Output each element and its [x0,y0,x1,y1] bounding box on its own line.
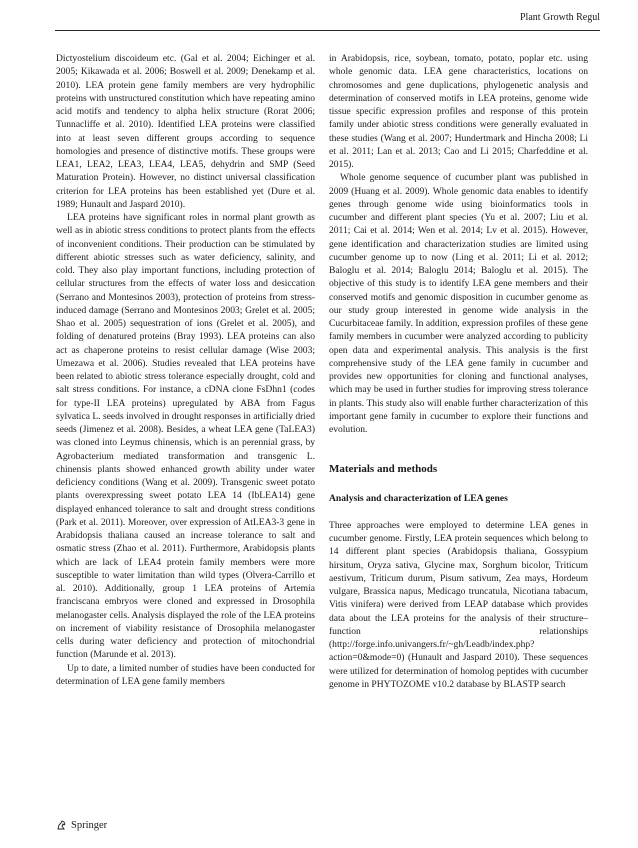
running-head-journal: Plant Growth Regul [520,12,600,23]
springer-horse-icon [56,819,68,831]
left-paragraph-3: Up to date, a limited number of studies have been conducted for determination of LEA gene family members [56,662,315,687]
left-column [56,52,315,688]
header-rule [55,30,600,31]
left-paragraph-2: LEA proteins have significant roles in normal plant growth as well as in abiotic stress conditions to protect plants from the effects of inconvenient conditions. Their production can be stimulated by different abiotic stresses such as water deficiency, salinity, and cold. They also play important functions, including protection of cellular structures from the effects of water loss and desiccation (Serrano and Montesinos 2003), protection of proteins from stress-induced damage (Serrano and Montesinos 2003; Grelet et al. 2005; Shao et al. 2005) sequestration of ions (Grelet et al. 2005), and folding of denatured proteins (Bray 1993). LEA proteins can also act as chaperone proteins to resist cellular damage (Wise 2003; Umezawa et al. 2006). Studies revealed that LEA proteins have been related to abiotic stress tolerance especially drought, cold and salt stress conditions. For instance, a cDNA clone FsDhn1 (codes for type-II LEA proteins) upregulated by ABA from Fagus sylvatica L. seeds involved in drought responses in artificially dried seeds (Jimenez et al. 2008). Besides, a wheat LEA gene (TaLEA3) was cloned into Leymus chinensis, which is an perennial grass, by Agrobacterium mediated transformation and transgenic L. chinensis plants showed enhanced growth ability under water deficiency conditions (Wang et al. 2009). Transgenic sweet potato plants overexpressing sweet potato LEA 14 (IbLEA14) gene displayed enhanced tolerance to salt and drought stress conditions (Park et al. 2011). Moreover, over expression of AtLEA3-3 gene in Arabidopsis thaliana caused an increase tolerance to salt and osmatic stress (Zhao et al. 2011). Furthermore, Arabidopsis plants which are lack of LEA4 protein family members were more susceptible to water limitation than wild types (Olvera-Carrillo et al. 2010). Additionally, group 1 LEA proteins of Artemia franciscana embryos were cloned and expressed in Drosophila melanogaster cells. Analysis displayed the role of the LEA proteins on increment of viability resistance of Drosophila melanogaster cells during water deficiency and protection of mitochondrial function (Marunde et al. 2013). [56,212,315,661]
publisher-name: Springer [71,819,108,831]
right-paragraph-3: Three approaches were employed to determine LEA genes in cucumber genome. Firstly, LEA protein sequences which belong to 14 different plant species (Arabidopsis thaliana, Gossypium hirsitum, Oryza sativa, Glycine max, Sorghum bicolor, Triticum aestivum, Triticum durum, Pisum sativum, Zea mays, Hordeum vulgare, Brassica napus, Medicago truncatula, Nicotiana tabacum, Vitis vinifera) were derived from LEAP database which provides data about the LEA proteins for the analysis of their structure–function relationships (http://forge.info.univangers.fr/~gh/Leadb/index.php?action=0&mode=0) (Hunault and Jaspard 2010). These sequences were utilized for determination of homolog peptides with cucumber genome in PHYTOZOME v10.2 database by BLASTP search [329,519,588,690]
subsection-title: Analysis and characterization of LEA genes [329,492,508,504]
right-paragraph-1: in Arabidopsis, rice, soybean, tomato, potato, poplar etc. using whole genomic data. LEA gene characteristics, locations on chromosomes and gene duplications, phylogenetic analysis and determination of conserved motifs in LEA proteins, genome wide tissue specific expression profiles and response of this protein family under abiotic stress conditions were generally evaluated in these studies (Wang et al. 2007; Hundertmark and Hincha 2008; Li et al. 2011; Lan et al. 2013; Cao and Li 2015; Charfeddine et al. 2015). [329,53,588,170]
section-title: Materials and methods [329,463,438,476]
right-paragraph-2: Whole genome sequence of cucumber plant was published in 2009 (Huang et al. 2009). Whole genomic data enables to identify genes through genome wide using bioinformatics tools in cucumber and different plant species (Yu et al. 2007; Liu et al. 2011; Cai et al. 2014; Wen et al. 2014; Lv et al. 2015). However, gene identification and characterization studies are limited using cucumber genome up to now (Ling et al. 2011; Li et al. 2012; Baloglu et al. 2014; Baloglu 2014; Baloglu et al. 2015). The objective of this study is to identify LEA gene members and their conserved motifs and genomic disposition in cucumber genome as our study group interested in genome wide analysis in the Cucurbitaceae family. In addition, expression profiles of these gene family members in cucumber were analyzed according to publicity open data and experimental analysis. This analysis is the first comprehensive study of the LEA gene family in cucumber and provides new opportunities for cloning and functional analyses, which may be used in further studies for improving stress tolerance in plants. This study also will enable further characterization of this important gene family in cucumber to explore their functions and evolution. [329,172,588,435]
left-paragraph-1: Dictyostelium discoideum etc. (Gal et al. 2004; Eichinger et al. 2005; Kikawada et al. 2006; Boswell et al. 2009; Denekamp et al. 2010). LEA protein gene family members are very hydrophilic proteins with unstructured constitution which have repeating amino acid motifs and tendency to alpha helix structure (Rorat 2006; Tunnacliffe et al. 2010). Identified LEA proteins were classified into at least seven different groups according to sequence homologies and presence of distinctive motifs. These groups were LEA1, LEA2, LEA3, LEA4, LEA5, dehydrin and SMP (Seed Maturation Protein). However, no distinct universal classification criterion for LEA proteins has been established yet (Dure et al. 1989; Hunault and Jaspard 2010). [56,53,315,210]
right-column [329,52,588,691]
page-footer [56,819,107,831]
